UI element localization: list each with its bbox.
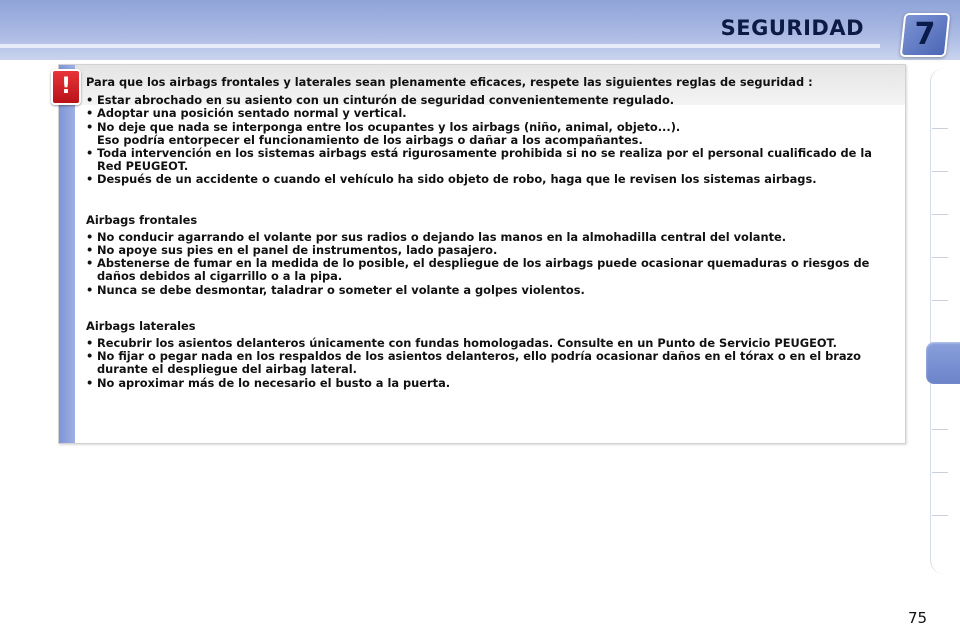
frontal-rules-list: [86, 231, 896, 297]
list-item: • Abstenerse de fumar en la medida de lo posible, el despliegue de los airbags puede ocasionar quemaduras o riesgos de daños debidos al cigarrillo o a la pipa.: [86, 257, 896, 283]
chapter-number: 7: [914, 17, 936, 52]
list-item: • No aproximar más de lo necesario el busto a la puerta.: [86, 377, 896, 390]
header-stripe: [0, 44, 880, 48]
side-index-rail: [930, 68, 960, 574]
lateral-airbags-heading: Airbags laterales: [86, 318, 196, 333]
panel-left-bar: [59, 65, 75, 443]
chapter-tab: [900, 13, 951, 57]
list-item-continuation: Eso podría entorpecer el funcionamiento de los airbags o dañar a los acompañantes.: [97, 132, 643, 147]
list-item: • No apoye sus pies en el panel de instrumentos, lado pasajero.: [86, 244, 896, 257]
section-title: SEGURIDAD: [720, 16, 864, 40]
warning-icon: !: [51, 69, 81, 105]
list-item: • Después de un accidente o cuando el vehículo ha sido objeto de robo, haga que le revisen los sistemas airbags.: [86, 173, 896, 186]
list-item: • Recubrir los asientos delanteros únicamente con fundas homologadas. Consulte en un Punto de Servicio PEUGEOT.: [86, 337, 896, 350]
intro-text: Para que los airbags frontales y laterales sean plenamente eficaces, respete las siguientes reglas de seguridad :: [86, 75, 813, 89]
frontal-airbags-heading: Airbags frontales: [86, 212, 198, 227]
side-index-mark: [932, 171, 948, 172]
content-text: [86, 76, 896, 390]
side-index-mark: [932, 472, 948, 473]
side-index-mark: [932, 257, 948, 258]
list-item: • No conducir agarrando el volante por sus radios o dejando las manos en la almohadilla central del volante.: [86, 231, 896, 244]
side-index-mark: [932, 429, 948, 430]
list-item: • Adoptar una posición sentado normal y vertical.: [86, 107, 896, 120]
general-rules-list: [86, 94, 896, 186]
side-index-mark: [932, 300, 948, 301]
list-item: • Toda intervención en los sistemas airbags está rigurosamente prohibida si no se realiza por el personal cualificado de la Red PEUGEOT.: [86, 147, 896, 173]
side-index-mark: [932, 515, 948, 516]
side-index-mark: [932, 128, 948, 129]
list-item: • Nunca se debe desmontar, taladrar o someter el volante a golpes violentos.: [86, 284, 896, 297]
side-index-mark: [932, 214, 948, 215]
side-index-tab-active: [926, 342, 960, 384]
page-number: 75: [908, 609, 928, 627]
list-item: • No fijar o pegar nada en los respaldos de los asientos delanteros, ello podría ocasionar daños en el tórax o en el brazo durante el despliegue del airbag lateral.: [86, 350, 896, 376]
lateral-rules-list: [86, 337, 896, 390]
list-item: • Estar abrochado en su asiento con un cinturón de seguridad convenientemente regulado.: [86, 94, 896, 107]
list-item: • No deje que nada se interponga entre los ocupantes y los airbags (niño, animal, objeto...). Eso podría entorpecer el funcionamiento de los airbags o dañar a los acompañantes.: [86, 121, 896, 147]
